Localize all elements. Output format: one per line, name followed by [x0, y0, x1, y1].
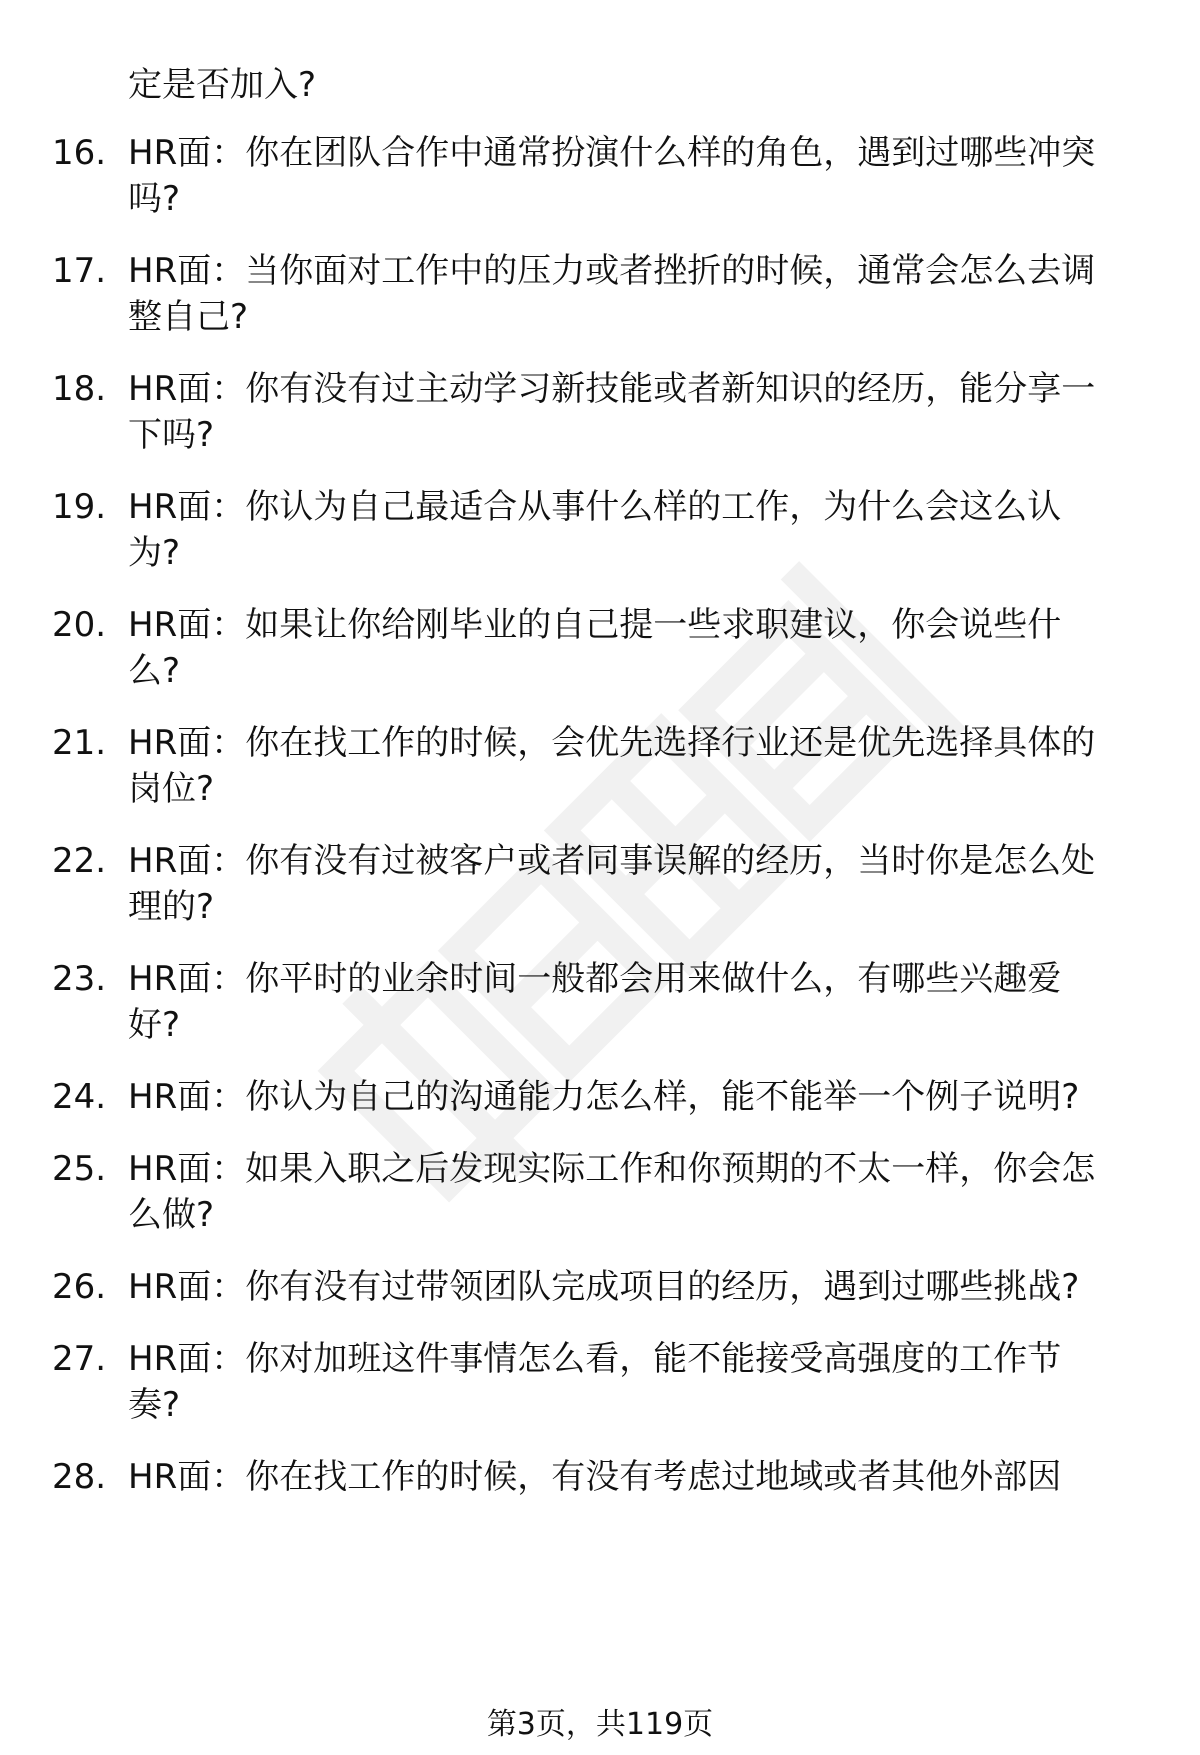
question-line: 岗位? — [128, 769, 215, 809]
question-text — [128, 956, 1158, 1048]
question-text — [128, 1146, 1158, 1238]
question-number: 23. — [52, 959, 107, 999]
page-footer: 第3页，共119页 — [486, 1707, 714, 1742]
question-number: 16. — [52, 133, 107, 173]
question-line: HR面：你认为自己的沟通能力怎么样，能不能举一个例子说明? — [128, 1077, 1080, 1117]
question-number: 25. — [52, 1149, 107, 1189]
question-line: HR面：你有没有过被客户或者同事误解的经历，当时你是怎么处 — [128, 841, 1096, 881]
question-text — [128, 1454, 1158, 1500]
question-line: 理的? — [128, 887, 215, 927]
question-text — [128, 602, 1158, 694]
question-line: HR面：如果入职之后发现实际工作和你预期的不太一样，你会怎 — [128, 1149, 1096, 1189]
question-number: 18. — [52, 369, 107, 409]
question-text — [128, 248, 1158, 340]
question-line: HR面：你平时的业余时间一般都会用来做什么，有哪些兴趣爱 — [128, 959, 1062, 999]
question-line: 整自己? — [128, 297, 249, 337]
question-line: HR面：你在团队合作中通常扮演什么样的角色，遇到过哪些冲突 — [128, 133, 1096, 173]
question-number: 26. — [52, 1267, 107, 1307]
question-line: 为? — [128, 533, 181, 573]
question-line: 下吗? — [128, 415, 215, 455]
question-line: HR面：你在找工作的时候，有没有考虑过地域或者其他外部因 — [128, 1457, 1062, 1497]
question-line: HR面：你对加班这件事情怎么看，能不能接受高强度的工作节 — [128, 1339, 1062, 1379]
question-line: 么? — [128, 651, 181, 691]
question-text — [128, 720, 1158, 812]
continuation-line: 定是否加入? — [128, 65, 317, 105]
question-line: 好? — [128, 1005, 181, 1045]
question-number: 27. — [52, 1339, 107, 1379]
question-text — [128, 484, 1158, 576]
question-text — [128, 838, 1158, 930]
question-line: 吗? — [128, 179, 181, 219]
question-text — [128, 1264, 1158, 1310]
question-line: HR面：你有没有过带领团队完成项目的经历，遇到过哪些挑战? — [128, 1267, 1080, 1307]
question-text — [128, 366, 1158, 458]
question-number: 20. — [52, 605, 107, 645]
question-number: 28. — [52, 1457, 107, 1497]
question-line: HR面：你认为自己最适合从事什么样的工作，为什么会这么认 — [128, 487, 1062, 527]
question-number: 24. — [52, 1077, 107, 1117]
question-number: 19. — [52, 487, 107, 527]
question-text — [128, 1074, 1158, 1120]
question-line: 奏? — [128, 1385, 181, 1425]
question-line: HR面：如果让你给刚毕业的自己提一些求职建议，你会说些什 — [128, 605, 1062, 645]
question-number: 21. — [52, 723, 107, 763]
question-number: 22. — [52, 841, 107, 881]
question-line: HR面：当你面对工作中的压力或者挫折的时候，通常会怎么去调 — [128, 251, 1096, 291]
question-text — [128, 1336, 1158, 1428]
question-number: 17. — [52, 251, 107, 291]
question-line: HR面：你有没有过主动学习新技能或者新知识的经历，能分享一 — [128, 369, 1096, 409]
question-text — [128, 130, 1158, 222]
question-line: 么做? — [128, 1195, 215, 1235]
question-line: HR面：你在找工作的时候，会优先选择行业还是优先选择具体的 — [128, 723, 1096, 763]
